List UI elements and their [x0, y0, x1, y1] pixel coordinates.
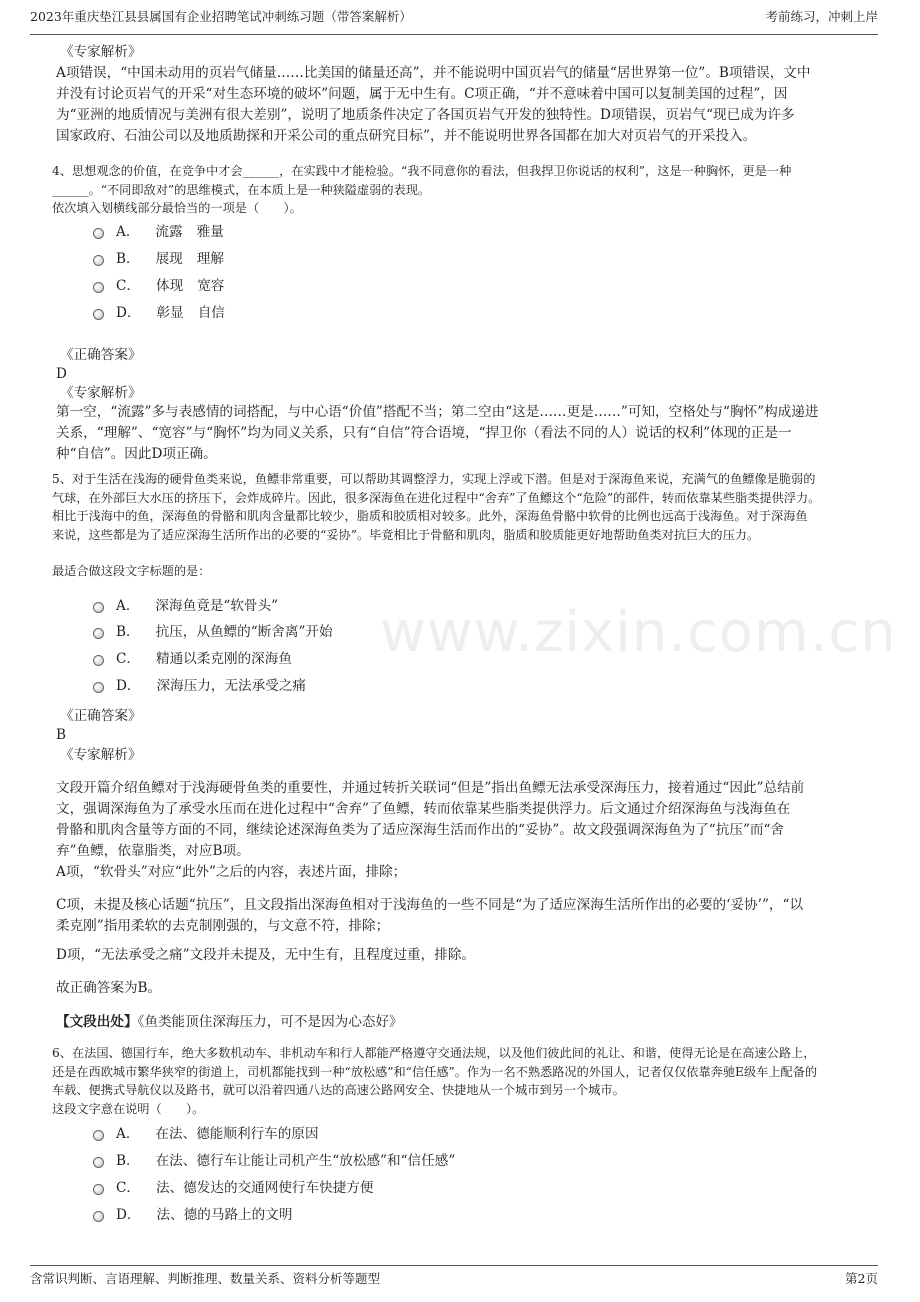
- option-letter: B．: [116, 251, 140, 267]
- text-line: 种“自信”。因此D项正确。: [56, 446, 217, 462]
- text-line: 依次填入划横线部分最恰当的一项是（ ）。: [52, 201, 302, 215]
- q5-prompt: 最适合做这段文字标题的是：: [52, 564, 211, 578]
- text-line: 4、思想观念的价值，在竞争中才会______，在实践中才能检验。“我不同意你的看法，但我捍卫你说话的权利”，这是一种胸怀，更是一种: [52, 164, 792, 178]
- radio-button[interactable]: [93, 228, 104, 239]
- q6-option-b[interactable]: [93, 1149, 455, 1173]
- q5-analysis-d: D项，“无法承受之痛”文段并未提及，无中生有，且程度过重，排除。: [56, 947, 476, 963]
- radio-button[interactable]: [93, 655, 104, 666]
- option-text: 在法、德行车让能让司机产生“放松感”和“信任感”: [155, 1153, 456, 1169]
- q4-answer-label: 《正确答案》: [60, 347, 142, 363]
- q4-option-a[interactable]: [93, 220, 224, 244]
- option-letter: A．: [116, 598, 140, 614]
- text-line: 关系，“理解”、“宽容”与“胸怀”均为同义关系，只有“自信”符合语境，“捍卫你（看法不同的人）说话的权利”体现的正是一: [56, 425, 792, 441]
- q4-option-c[interactable]: [93, 274, 224, 298]
- option-text: 法、德发达的交通网使行车快捷方便: [156, 1180, 374, 1196]
- option-text: 深海鱼竟是“软骨头”: [155, 598, 279, 614]
- q6-option-c[interactable]: [93, 1176, 374, 1200]
- option-letter: A．: [116, 224, 140, 240]
- text-line: 文，强调深海鱼为了承受水压而在进化过程中“舍弃”了鱼鳔，转而依靠某些脂类提供浮力。后文通过介绍深海鱼与浅海鱼在: [56, 801, 791, 817]
- radio-button[interactable]: [93, 1184, 104, 1195]
- text-line: A项错误，“中国未动用的页岩气储量……比美国的储量还高”，并不能说明中国页岩气的储量“居世界第一位”。B项错误，文中: [56, 65, 811, 81]
- text-line: 并没有讨论页岩气的开采“对生态环境的破坏”问题，属于无中生有。C项正确，“并不意味着中国可以复制美国的过程”，因: [56, 86, 788, 102]
- text-line: 6、在法国、德国行车，绝大多数机动车、非机动车和行人都能严格遵守交通法规，以及他们彼此间的礼让、和谐，使得无论是在高速公路上，: [52, 1046, 816, 1060]
- radio-button[interactable]: [93, 1130, 104, 1141]
- q5-expert-label: 《专家解析》: [60, 747, 142, 763]
- text-line: 柔克刚”指用柔软的去克制刚强的，与文意不符，排除；: [56, 918, 390, 934]
- text-line: 这段文字意在说明（ ）。: [52, 1101, 205, 1116]
- option-letter: C．: [116, 278, 140, 294]
- q5-option-d[interactable]: [93, 674, 306, 698]
- option-text: 抗压，从鱼鳔的“断舍离”开始: [155, 624, 333, 640]
- q4-option-b[interactable]: [93, 247, 224, 271]
- text-line: 来说，这些都是为了适应深海生活所作出的必要的“妥协”。毕竟相比于骨骼和肌肉，脂质和胶质能更好地帮助鱼类对抗巨大的压力。: [52, 527, 760, 542]
- option-letter: C．: [116, 651, 140, 667]
- text-line: ______。“不同即敌对”的思维模式，在本质上是一种狭隘虚弱的表现。: [52, 182, 431, 197]
- q5-stem: [52, 470, 882, 544]
- radio-button[interactable]: [93, 309, 104, 320]
- option-letter: D．: [116, 305, 141, 321]
- radio-button[interactable]: [93, 1157, 104, 1168]
- option-letter: D．: [116, 1207, 141, 1223]
- q4-answer: D: [56, 366, 67, 382]
- text-line: 车载、便携式导航仪以及路书，就可以沿着四通八达的高速公路网安全、快捷地从一个城市到另一个城市。: [52, 1083, 625, 1097]
- option-word: 理解: [196, 251, 224, 267]
- option-text: 法、德的马路上的文明: [156, 1207, 293, 1223]
- option-letter: D．: [116, 678, 141, 694]
- radio-button[interactable]: [93, 628, 104, 639]
- option-word: 宽容: [197, 278, 225, 294]
- q5-option-b[interactable]: [93, 620, 333, 644]
- q5-answer-label: 《正确答案》: [60, 708, 142, 724]
- page-header: [30, 0, 878, 35]
- radio-button[interactable]: [93, 602, 104, 613]
- source-tag: 【文段出处】: [56, 1014, 138, 1030]
- option-letter: B．: [116, 1153, 140, 1169]
- q4-option-d[interactable]: [93, 301, 225, 325]
- text-line: 文段开篇介绍鱼鳔对于浅海硬骨鱼类的重要性，并通过转折关联词“但是”指出鱼鳔无法承受深海压力，接着通过“因此”总结前: [56, 780, 805, 796]
- page-number: 第2页: [845, 1271, 878, 1286]
- source-title: 《鱼类能顶住深海压力，可不是因为心态好》: [137, 1014, 403, 1030]
- option-word: 雅量: [196, 224, 224, 240]
- footer-note: 含常识判断、言语理解、判断推理、数量关系、资料分析等题型: [30, 1271, 381, 1286]
- q5-analysis-c: [56, 895, 876, 937]
- option-word: 展现: [155, 251, 183, 267]
- q4-stem: [52, 162, 882, 218]
- text-line: 气球，在外部巨大水压的挤压下，会炸成碎片。因此，很多深海鱼在进化过程中“舍弃”了鱼鳔这个“危险”的部件，转而依靠某些脂类提供浮力。: [52, 490, 821, 505]
- text-line: C项，未提及核心话题“抗压”，且文段指出深海鱼相对于浅海鱼的一些不同是“为了适应深海生活所作出的必要的‘妥协’”，“以: [56, 897, 804, 913]
- q4-expert-analysis: [56, 402, 876, 465]
- q4-expert-label: 《专家解析》: [60, 385, 142, 401]
- page-footer: [30, 1265, 878, 1296]
- q6-stem: [52, 1044, 882, 1118]
- option-word: 体现: [156, 278, 184, 294]
- radio-button[interactable]: [93, 682, 104, 693]
- option-letter: C．: [116, 1180, 140, 1196]
- text-line: 弃”鱼鳔，依靠脂类，对应B项。: [56, 843, 250, 859]
- text-line: 相比于浅海中的鱼，深海鱼的骨骼和肌肉含量都比较少，脂质和胶质相对较多。此外，深海鱼骨骼中软骨的比例也远高于浅海鱼。对于深海鱼: [52, 509, 808, 523]
- option-text: 在法、德能顺利行车的原因: [155, 1126, 319, 1142]
- q3-expert-label: 《专家解析》: [60, 44, 142, 60]
- radio-button[interactable]: [93, 282, 104, 293]
- q3-expert-analysis: [56, 63, 876, 147]
- q5-source: [56, 1012, 403, 1033]
- header-title: 2023年重庆垫江县县属国有企业招聘笔试冲刺练习题（带答案解析）: [30, 9, 412, 24]
- text-line: 第一空，“流露”多与表感情的词搭配，与中心语“价值”搭配不当；第二空由“这是……更是……”可知，空格处与“胸怀”构成递进: [56, 404, 819, 420]
- radio-button[interactable]: [93, 255, 104, 266]
- option-text: 精通以柔克刚的深海鱼: [156, 651, 292, 667]
- header-slogan: 考前练习，冲刺上岸: [765, 9, 878, 24]
- option-text: 深海压力，无法承受之痛: [156, 678, 307, 694]
- q5-conclusion: 故正确答案为B。: [56, 980, 162, 996]
- option-letter: B．: [116, 624, 140, 640]
- text-line: 国家政府、石油公司以及地质勘探和开采公司的重点研究目标”，并不能说明世界各国都在加大对页岩气的开采投入。: [56, 128, 757, 144]
- option-word: 流露: [155, 224, 183, 240]
- q5-option-a[interactable]: [93, 594, 278, 618]
- q5-analysis: [56, 778, 876, 862]
- option-letter: A．: [116, 1126, 140, 1142]
- option-word: 自信: [197, 305, 225, 321]
- text-line: 还是在西欧城市繁华狭窄的街道上，司机都能找到一种“放松感”和“信任感”。作为一名不熟悉路况的外国人，记者仅仅依靠奔驰E级车上配备的: [52, 1064, 818, 1079]
- radio-button[interactable]: [93, 1211, 104, 1222]
- watermark: www.zixin.com.cn: [380, 600, 897, 665]
- q6-option-a[interactable]: [93, 1122, 319, 1146]
- text-line: 为“亚洲的地质情况与美洲有很大差别”，说明了地质条件决定了各国页岩气开发的独特性。D项错误，页岩气“现已成为许多: [56, 107, 795, 123]
- text-line: 骨骼和肌肉含量等方面的不同，继续论述深海鱼类为了适应深海生活而作出的“妥协”。故文段强调深海鱼为了“抗压”而“舍: [56, 822, 785, 838]
- q5-analysis-a: A项，“软骨头”对应“此外”之后的内容，表述片面，排除；: [56, 864, 407, 880]
- q5-option-c[interactable]: [93, 647, 292, 671]
- q6-option-d[interactable]: [93, 1203, 292, 1227]
- q5-answer: B: [56, 727, 66, 743]
- option-word: 彰显: [156, 305, 184, 321]
- text-line: 5、对于生活在浅海的硬骨鱼类来说，鱼鳔非常重要，可以帮助其调整浮力，实现上浮或下潜。但是对于深海鱼来说，充满气的鱼鳔像是脆弱的: [52, 472, 816, 486]
